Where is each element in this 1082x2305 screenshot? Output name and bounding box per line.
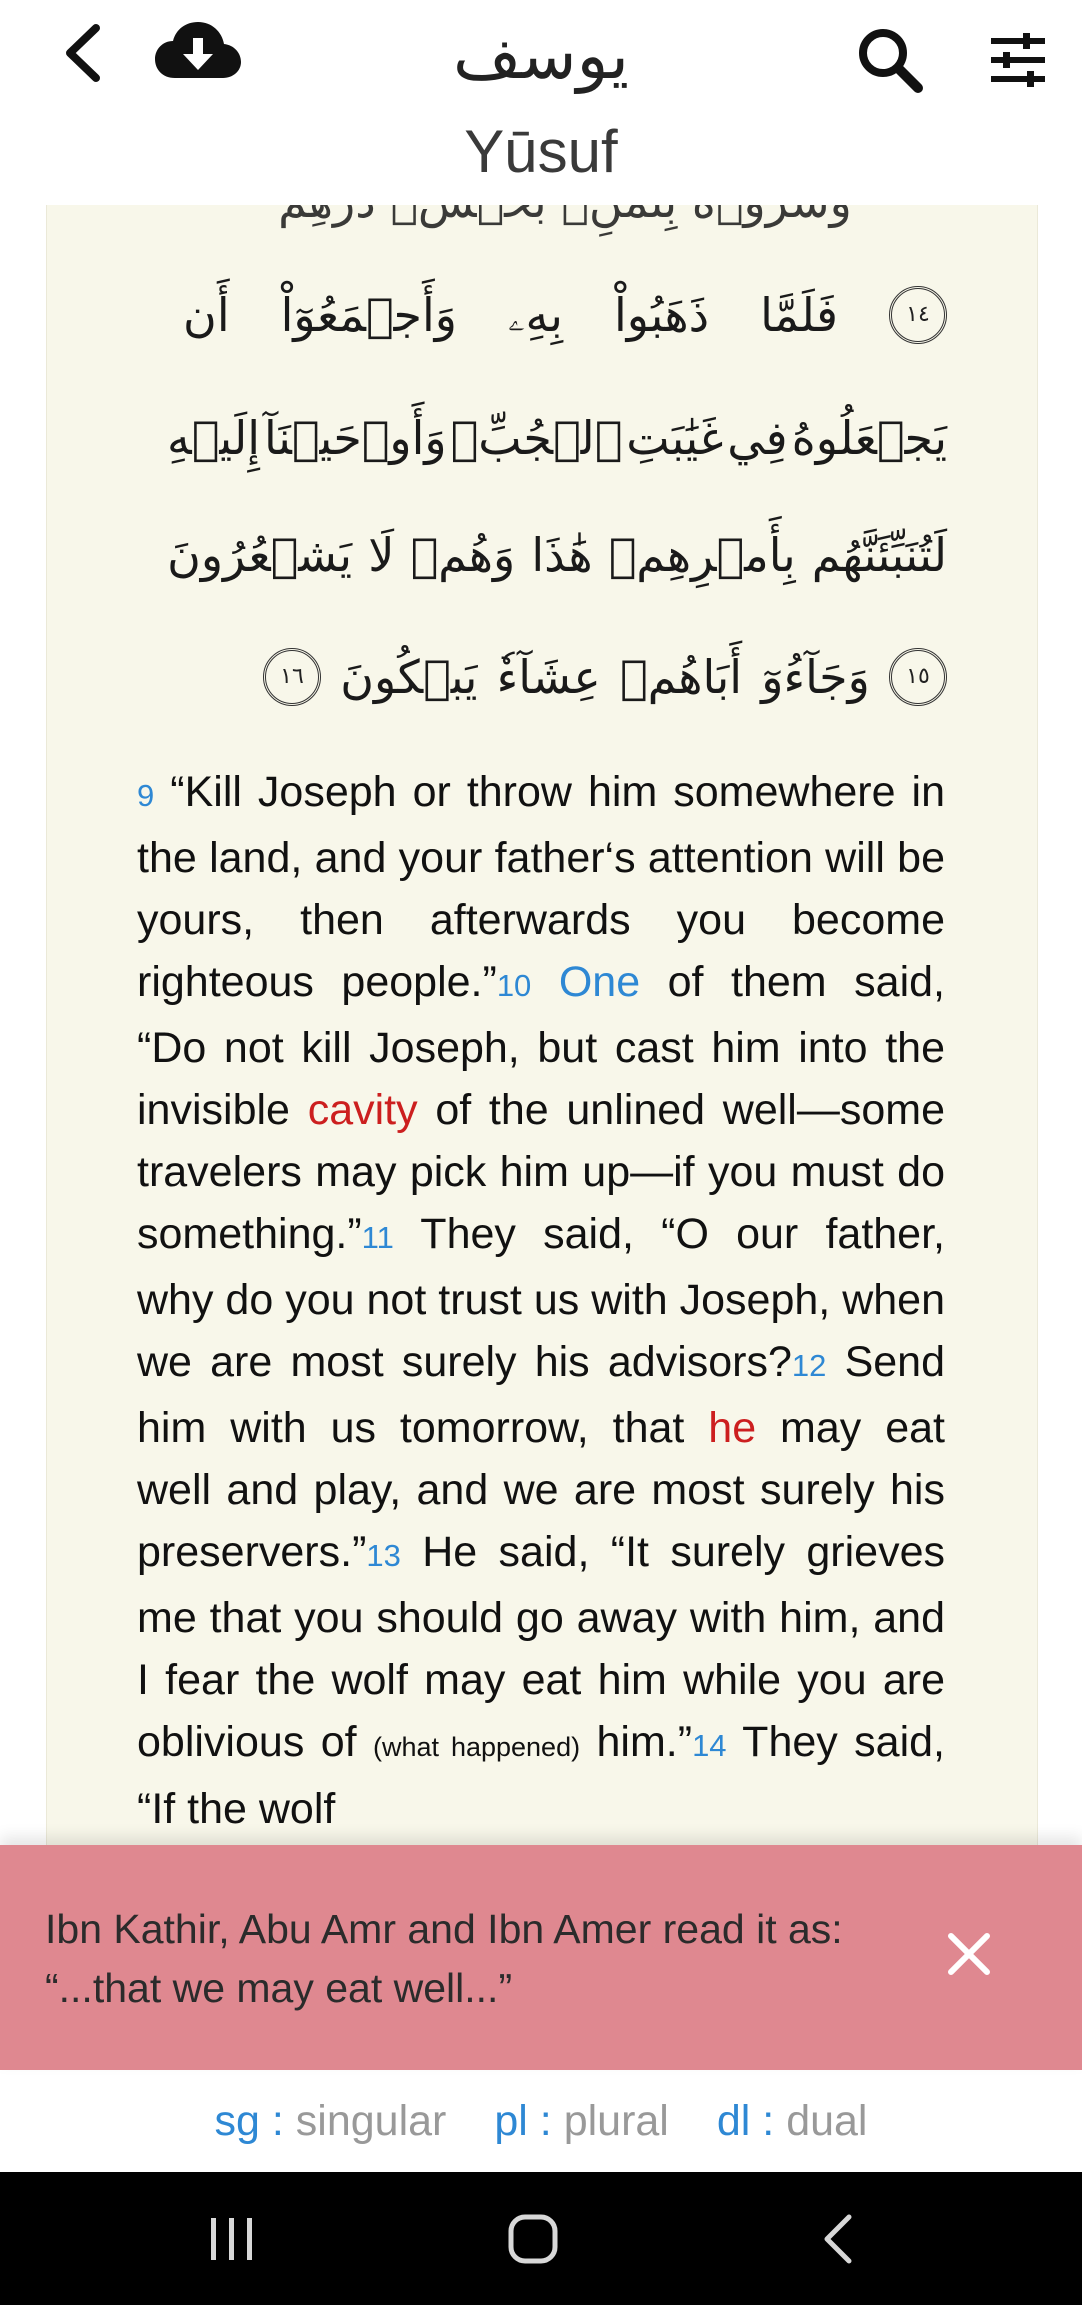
- arabic-word[interactable]: يَبۡكُونَ: [340, 650, 478, 704]
- arabic-word[interactable]: وَهُمۡ: [410, 528, 516, 582]
- verse-number[interactable]: 10: [496, 968, 532, 1003]
- back-button[interactable]: [48, 18, 118, 88]
- legend-item-plural: [494, 2097, 669, 2146]
- arabic-word[interactable]: يَجۡعَلُوهُ: [791, 411, 947, 465]
- arabic-word[interactable]: غَيَٰبَتِ: [626, 411, 724, 465]
- translation-segment: of the unlined well—some travelers may pick him up—if you must do something.”: [137, 1086, 945, 1258]
- verse-marker: ١٤: [889, 286, 947, 344]
- arabic-line: [47, 398, 1037, 478]
- arabic-word[interactable]: إِلَيۡهِ: [167, 411, 260, 465]
- translation-segment: Send him with us tomorrow, that: [137, 1338, 945, 1452]
- translation-segment: may eat well and play, and we are most surely his preservers.”: [137, 1404, 945, 1576]
- arabic-line: [47, 637, 1037, 717]
- arabic-line: [47, 515, 1037, 595]
- footnote-word-link[interactable]: he: [708, 1404, 757, 1452]
- surah-title-arabic: يوسف: [452, 17, 630, 94]
- translation-text: [137, 761, 945, 1840]
- chevron-left-icon: [60, 22, 106, 84]
- verse-number[interactable]: 12: [791, 1348, 827, 1383]
- arabic-word[interactable]: وَأَوۡحَيۡنَآ: [263, 411, 447, 465]
- legend-item-singular: [215, 2097, 447, 2146]
- legend-item-dual: [717, 2097, 868, 2146]
- legend-abbr: dl :: [716, 2096, 775, 2145]
- search-icon: [856, 26, 924, 94]
- verse-number[interactable]: 13: [366, 1538, 401, 1573]
- translation-segment: They said, “If the wolf: [137, 1718, 945, 1833]
- sliders-icon: [989, 33, 1047, 87]
- reading-panel[interactable]: [46, 205, 1038, 1845]
- legend-label: dual: [786, 2096, 868, 2145]
- close-icon: [947, 1932, 991, 1976]
- translation-segment: him.”: [596, 1718, 693, 1766]
- surah-title-english: Yūsuf: [464, 118, 618, 185]
- legend-abbr: sg :: [214, 2096, 284, 2145]
- top-app-bar: [0, 0, 1082, 205]
- arabic-word[interactable]: وَجَآءُوٓ: [761, 650, 870, 704]
- home-icon: [507, 2213, 559, 2265]
- legend-label: singular: [295, 2096, 447, 2145]
- translation-segment: He said, “It surely grieves me that you should go away with him, and I fear the wolf may eat him while you are oblivious of: [137, 1528, 945, 1766]
- translation-segment: They said, “O our father, why do you not trust us with Joseph, when we are most surely his advisors?: [137, 1210, 945, 1386]
- verse-number[interactable]: 9: [137, 778, 155, 813]
- verse-marker: ١٦: [263, 648, 321, 706]
- arabic-word[interactable]: أَبَاهُمۡ: [620, 650, 743, 704]
- arabic-word[interactable]: أَن: [183, 288, 230, 342]
- arabic-word[interactable]: فَلَمَّا: [760, 288, 838, 342]
- nav-back-button[interactable]: [763, 2172, 913, 2305]
- verse-number[interactable]: 14: [692, 1728, 727, 1763]
- verse-marker: ١٥: [889, 648, 947, 706]
- arabic-word[interactable]: عِشَآءٗ: [496, 650, 601, 704]
- arabic-word[interactable]: هَٰذَا: [531, 528, 593, 582]
- grammar-legend: [0, 2070, 1082, 2172]
- translation-segment: “Kill Joseph or throw him somewhere in the land, and your father‘s attention will be yours, then afterwards you become righteous people.”: [137, 768, 946, 1006]
- arabic-word[interactable]: ذَهَبُواْ: [613, 288, 710, 342]
- download-button[interactable]: [152, 16, 244, 88]
- highlighted-word-link[interactable]: One: [558, 958, 641, 1006]
- arabic-word[interactable]: فِي: [727, 411, 788, 465]
- footnote-word-link[interactable]: cavity: [307, 1086, 418, 1134]
- parenthetical-note: (what happened): [372, 1732, 581, 1762]
- cloud-download-icon: [153, 20, 243, 84]
- footnote-popup: [0, 1845, 1082, 2070]
- system-navigation-bar: [0, 2172, 1082, 2305]
- close-footnote-button[interactable]: [935, 1920, 1003, 1988]
- arabic-word[interactable]: بِهِۦ: [508, 288, 563, 342]
- back-icon: [821, 2213, 855, 2265]
- legend-label: plural: [563, 2096, 669, 2145]
- arabic-line: [47, 275, 1037, 355]
- recent-apps-button[interactable]: [157, 2172, 307, 2305]
- legend-abbr: pl :: [494, 2096, 552, 2145]
- search-button[interactable]: [850, 20, 930, 100]
- recent-apps-icon: [207, 2216, 257, 2262]
- arabic-word[interactable]: ٱلۡجُبِّۚ: [450, 411, 623, 465]
- arabic-word[interactable]: لَا: [368, 528, 395, 582]
- arabic-word[interactable]: بِأَمۡرِهِمۡ: [608, 528, 796, 582]
- verse-number[interactable]: 11: [361, 1220, 394, 1255]
- home-button[interactable]: [458, 2172, 608, 2305]
- footnote-text: Ibn Kathir, Abu Amr and Ibn Amer read it as: “...that we may eat well...”: [45, 1906, 843, 2011]
- arabic-word[interactable]: لَتُنَبِّئَنَّهُم: [811, 528, 947, 582]
- arabic-word[interactable]: يَشۡعُرُونَ: [167, 528, 353, 582]
- translation-segment: of them said, “Do not kill Joseph, but cast him into the invisible: [137, 958, 945, 1134]
- settings-button[interactable]: [978, 20, 1058, 100]
- arabic-word[interactable]: وَأَجۡمَعُوٓاْ: [280, 288, 457, 342]
